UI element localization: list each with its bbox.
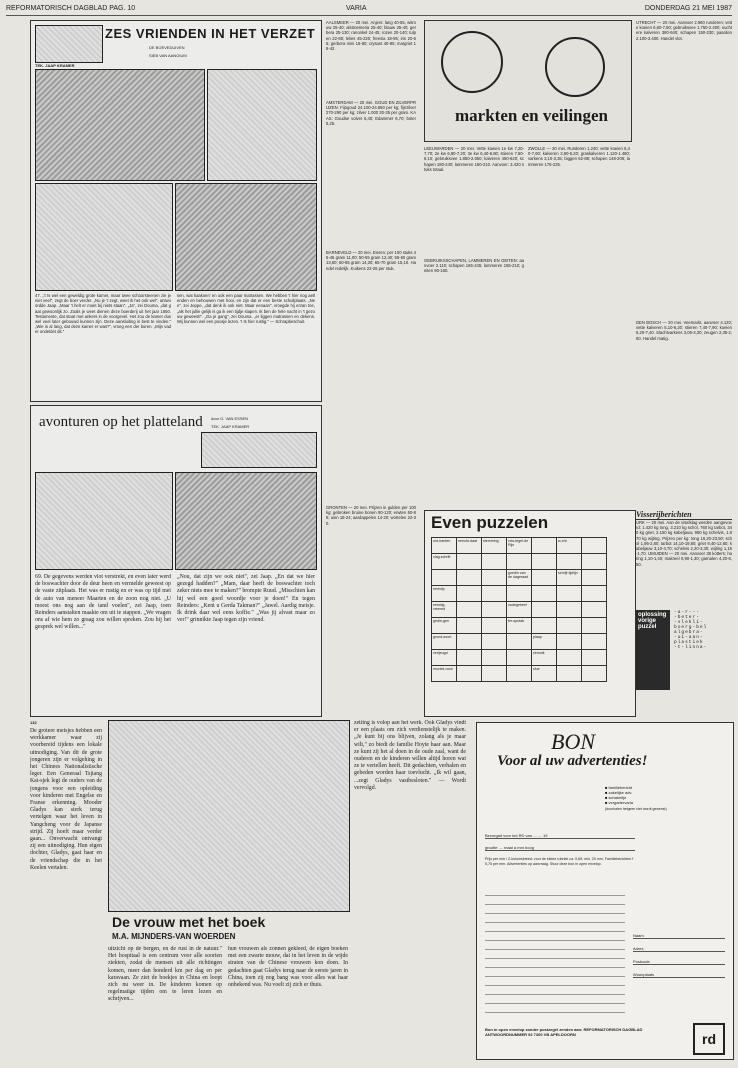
- visserij-title: Visserijberichten: [636, 510, 732, 520]
- visserij-section: [636, 510, 732, 715]
- bon-note: Prijs per mm / 2-kolomsbreed: voor de kleine rubriek ca. 0,69; min. 20 mm. Familieberichten f 5,75 per mm. Advertenties op aanvraag. Stuur deze bon in open envelop.: [485, 857, 634, 866]
- comic-panel-1: [35, 69, 205, 181]
- market-col-e: UTRECHT — 20 mei. Aanvoer 2.960 runderen; vette koeien 6,60-7,80; gebruiksvee 1.750-2.400; nuchtere kalveren 380-640; schapen 150-230; paarden 2.100-3.400. Handel vlot.: [636, 20, 732, 41]
- field-naam[interactable]: Naam: [633, 933, 725, 939]
- page-header: [6, 5, 732, 16]
- visserij-text: URK — 20 mei. Aan de visafslag werden aangevoerd: 1.420 kg tong, 3.210 kg schol, 760 kg tarbot, 340 kg griet, 2.150 kg kabeljauw, 980 kg schelvis, 1.870 kg wijting. Prijzen per kg: tong 16,20-23,50; schol 1,95-2,80; tarbot 14,10-19,80; griet 9,40-12,60; kabeljauw 3,10-4,70; schelvis 2,20-3,30; wijting 1,15-1,70. IJMUIDEN — 20 mei. Aanvoer 38 kotters; haring 1,10-1,40; makreel 0,90-1,30; garnalen 4,20-6,50.: [636, 520, 732, 567]
- story-col1: De grotere meisjes hebben een werkkamer waar zij voorbereid tijdens een lokale uitnodiging. Van dit de grote jongeren zijn er volgehing in het Chinees Nationalistische leger. Een Generaal Tsjiang Kai-sjek legt de ouders van de jongens voor een opleiding voor kinderen met Engelse en Franse erkenning. Mooder Gladys kan sterk terug vertelgen waar het leven in Yangcheng voor de Japanse strijd. Zij hoeft maar verder gaan... Onverwacht ontvangt zij een uitnodiging. Hun eigen dochter, Gladys, gaat haar en de vriendschap die in het Keelen vertalen.: [30, 728, 102, 871]
- market-col-d: ZWOLLE — 20 mei. Runderen 1.240; vette koeien 6,40-7,60; kalveren 3,90-5,20; graskalveren 1.120-1.480; varkens 3,10-3,35; biggen 62-88; schapen 148-206; lammeren 175-225.: [528, 146, 630, 167]
- solution-grid: [674, 610, 707, 650]
- story-author: M.A. MIJNDERS-VAN WOERDEN: [112, 932, 236, 941]
- rd-logo-icon: rd: [693, 1023, 725, 1055]
- solution-line: -a-r---: [674, 610, 700, 615]
- story-section: [30, 720, 470, 1060]
- field-size[interactable]: grootte .... maal a mm hoog: [485, 845, 635, 851]
- comic2-title: avonturen op het platteland: [39, 414, 203, 430]
- solution-line: boerg-bel: [674, 625, 708, 630]
- grid-cell: grond-soort: [432, 634, 457, 650]
- comic-logo-image: [35, 25, 103, 63]
- comic2-text-col1: 69. De gegevens werden vlot verstrekt, en even later werd de boswachter door de deur heen en vermelde geweest op de vaste zitplaats. Het was er rustig en er was op tijd met de auto van meneer Maarten en de zoon nog niet. „U moest ons nog aan de tand voelen", zei Jaap, toen Reinders aanstalten maakte om uit te stappen. „We vragen ons af wie hem zo graag zou willen spreken. Zou hij het gesprek wel willen...": [35, 574, 171, 631]
- comic-subtitle: DE BOEVEDUIVEN: [149, 45, 185, 50]
- comic-text-col1: 47. „'t Is wel een geweldig grote kamer, maar twee schoorsteenen zie je niet veel", zegt de boer verder. „Nu je 't zegt, weet ik het ook wel", antwoordde Jaap. „Maar 't helt er moet bij niets staan". „Ja", zei Douma, „dat gaat gewoonlijk zo. Zoals je weet dienen deze boerderij uit het jaar 1650. Testamente, dat staat met ankers in de voorgevel. Het zou de kamer dus wel veel later gebouwd kunnen zijn. Deze aansluiting is best te vinden." „Wie is al lang, dat deze kamer er was?", vroeg een der buren. „Mijn vader ondeldet dit.": [35, 293, 171, 335]
- story-illustration: [108, 720, 350, 912]
- grid-cell: plaap: [532, 634, 557, 650]
- grid-cell: slue: [532, 666, 557, 682]
- check-schakeltje[interactable]: ■ schakeltje: [605, 795, 627, 800]
- bon-text-lines[interactable]: [485, 891, 625, 1021]
- grid-cell: rots-tegel-de Rijn: [507, 538, 532, 554]
- check-vergadervaria[interactable]: ■ vergadervaria: [605, 800, 633, 805]
- market-col-f: DEN BOSCH — 20 mei. Veemarkt, aanvoer 4.120; vette kalveren 5,10-6,20; stieren 7,40-7,90; koeien 6,20-7,40. Slachtvarkens 3,05-3,30; zeugen 2,35-2,60. Handel matig.: [636, 320, 732, 341]
- market-illustration: [424, 20, 632, 142]
- comic2-header-image: [201, 432, 317, 468]
- market-barneveld: BARNEVELD — 20 mei. Eieren: per 100 stuks 45-46 gram 11,00; 50-55 gram 12,40; 55-60 gram 13,60; 60-65 gram 14,30; 65-70 gram 15,10. Handel redelijk. Kuikens 22-26 per stuk.: [326, 250, 416, 271]
- comic2-author: door G. VAN ESSEN: [211, 416, 249, 421]
- story-page-number: 132: [30, 720, 37, 725]
- solution-line: plastiek: [674, 640, 704, 645]
- bon-fields: [485, 833, 635, 866]
- clock-icon: [545, 37, 605, 97]
- comic-panel-2: [207, 69, 317, 181]
- puzzle-title: Even puzzelen: [431, 513, 549, 532]
- bon-subtitle: Voor al uw advertenties!: [497, 753, 648, 769]
- puzzle-grid: [431, 537, 607, 682]
- comic-title: ZES VRIENDEN IN HET VERZET: [105, 26, 316, 41]
- comic-panel-4: [175, 183, 317, 291]
- story-title: De vrouw met het boek: [112, 914, 266, 930]
- grid-cell: ont-harden: [432, 538, 457, 554]
- grid-cell: eenwig-vreemd: [432, 602, 457, 618]
- comic-verzet: [30, 20, 322, 402]
- grid-cell: ter-spraak: [507, 618, 532, 634]
- market-col-c: LEEUWARDEN — 20 mei. Vette koeien 1e kw 7,20-7,70; 2e kw 6,80-7,20; 3e kw 6,40-6,80; stieren 7,60-8,10; gebruiksvee 1.850-2.650; kalveren 450-620; schapen 180-240; lammeren 160-210. Aanvoer: 3.420 stuks totaal.: [424, 146, 524, 172]
- grid-cell: hertvlip: [432, 586, 457, 602]
- story-col4: zetting is volop aan het werk. Ook Gladys vindt er een plaats om zich verdienstelijk te maken. „Je kunt bij ons blijven, zolang als je maar wilt," zo biedt de familie Hoyte haar aan. Maar ze kunt zij het al doen in de oude zaal, want de ouderen en de kinderen willen altijd horen wat ze te vertellen heeft. Dit gedachten, verhalen en gebeden worden haar toevlucht. „Ik wil gaan, ...zegt Gladys vastbesloten." — Wordt vervolgd.: [354, 720, 466, 791]
- grid-cell: goedin van de dageraad: [507, 570, 532, 586]
- grid-cell: eenold-daat: [457, 538, 482, 554]
- puzzle: [424, 510, 636, 717]
- grid-cell: muziek-noot: [432, 666, 457, 682]
- grid-cell: verooik: [532, 650, 557, 666]
- solution-line: algebra-: [674, 630, 704, 635]
- field-postcode[interactable]: Postcode: [633, 959, 725, 965]
- field-date[interactable]: Bezorgad voor ind RD van ........ 19: [485, 833, 635, 839]
- advert-bon: [476, 722, 734, 1060]
- comic2-panel-1: [35, 472, 173, 570]
- grid-cell: verijeugd: [432, 650, 457, 666]
- market-title: markten en veilingen: [455, 106, 608, 125]
- grid-cell: w-cht: [557, 538, 582, 554]
- comic-text-col2: sen, wat kaakoen' en ook een paar matrassen. We hebben 't hier nog aetlenden en behouwen met hooi, en zijn dat er een beste schuilplaats. „Nee", zei Jeppe, „dat denk ik ook niet. Maar eenaan", vroegde hij erzan toe, „als het jullie gelijk is ga ik een tijdje slapen. Ik ben de hele nacht in 't gezouw geweest!". „Ga je gang", zei Douma. „er liggen matrassen en dekens. Wij kunnen wel een poosje lezen. 't Is hier rustig." — Schrapbeschuit.: [177, 293, 315, 325]
- grid-cell: stemming: [482, 538, 507, 554]
- solution-title: oplossing vorige puzzel: [636, 610, 670, 690]
- market-amsterdam: AMSTERDAM — 20 mei. GOUD EN ZILVERPRIJZEN. Fijngoud 24.100-24.650 per kg; fijnzilver 270-290 per kg; zilver 1.000 30-35 per gram. KAAS: Goudse volvet 6,40; Edammer 6,70; boter 5,25.: [326, 100, 416, 126]
- story-col2: uitzicht op de bergen, en de rust in de natuur." Het hospitaal is een centrum voor alle soorten ziekten, zodat de mensen uit alle richtingen komen, meer dan honderd km per dag en per karavaan. Ze ziet de boekjes in China en loopt zich nu weer in. De kinderen komen op regelmatige tijden om te leren lezen en schrijven...: [108, 946, 222, 1003]
- solution-line: -ui-aan-: [674, 635, 704, 640]
- bon-title: BON: [551, 729, 595, 754]
- check-familiebericht[interactable]: ■ familiebericht: [605, 785, 633, 790]
- field-woonplaats[interactable]: Woonplaats: [633, 972, 725, 978]
- comic-panel-3: [35, 183, 173, 291]
- scale-icon: [441, 31, 503, 93]
- grid-cell: gedin-gen: [432, 618, 457, 634]
- bon-footer: Bon in open envelop zonder postzegel zenden aan: REFORMATORISCH DAGBLAD ANTWOORDNUMMER 92 7300 VB APELDOORN: [485, 1027, 643, 1037]
- market-intro: AALSMEER — 20 mei. Anjers: lang 40-55, witrouw 25-40; alstroemeria 25-40; blauw 25-40; gerbera 25-130; ranonkel 24-45; rozen 20-140; tulpen 22-85; lelies 45-220; freesia 18-95; iris 20-65; gerbera mini 18-60; crysant 40-85; margriet 18-42.: [326, 20, 416, 52]
- market-col-g: GRONTEN — 20 mei. Prijzen in gulden per 100 kg: gebroken bruine bonen 90-120; erwten 60-85; uien 18-24; aardappelen 14-20; wortelen 22-30.: [326, 505, 416, 526]
- grid-cell: vlag-schrift: [432, 554, 457, 570]
- comic2-artist: TEK. JAAP KRAMER: [211, 424, 250, 429]
- comic2-text-col2: „Nou, dat zijn we ook niet", zei Jaap. „En dat we hier gezegd hadden?" „Mam, daar heeft de boswachter toch zeker niets mee te maken?" brompte Ruud. „Misschien kan hij wel een goed woordje voor je doen!" En tegen Reinders: „Kent u Gerda Takman?" „Jawel. Aardig meisje. Ik drink daar wel eens koffie." „Was jij alvast maar zo ver!" grinnikte Jaap tegen zijn vriend.: [177, 574, 315, 624]
- field-adres[interactable]: Adres: [633, 946, 725, 952]
- comic-platteland: [30, 405, 322, 717]
- solution-line: -t-linna-: [674, 645, 708, 650]
- grid-cell: oudegeheel: [507, 602, 532, 618]
- comic-author: SIEB VAN AANGIUM: [149, 53, 187, 58]
- solution-line: -slekli-: [674, 620, 704, 625]
- story-col3: hun vrouwen als zonnen gekleed, de eigen boeken met een zwarte mouw, dat in het leven in de wijde straten van de Chinese vrouwen kon doen. In gedachten gaat Gladys terug naar de eerste jaren in China, toen zij nog bang was voor alles wat haar onbekend was. Nu voelt zij zich er thuis.: [228, 946, 348, 989]
- check-note: (doorhalen hetgeen niet wordt gewenst): [605, 807, 667, 811]
- grid-cell: schrijf-tijdlijn: [557, 570, 582, 586]
- check-zakelijke[interactable]: ■ zakelijke adv.: [605, 790, 633, 795]
- comic2-panel-2: [175, 472, 317, 570]
- header-section: VARIA: [346, 5, 367, 12]
- comic-artist: TEK. JAAP KRAMER: [35, 63, 75, 68]
- market-col-h: GEBRUIKSSCHAPEN, LAMMEREN EN GEITEN: aanvoer 2.110; schapen 165-245; lammeren 155-210; geiten 90-160.: [424, 258, 524, 274]
- solution-line: -beter-: [674, 615, 700, 620]
- bon-address: [633, 933, 725, 985]
- header-date: DONDERDAG 21 MEI 1987: [644, 5, 732, 12]
- bon-checklist: [605, 785, 725, 811]
- header-left: REFORMATORISCH DAGBLAD PAG. 10: [6, 5, 136, 12]
